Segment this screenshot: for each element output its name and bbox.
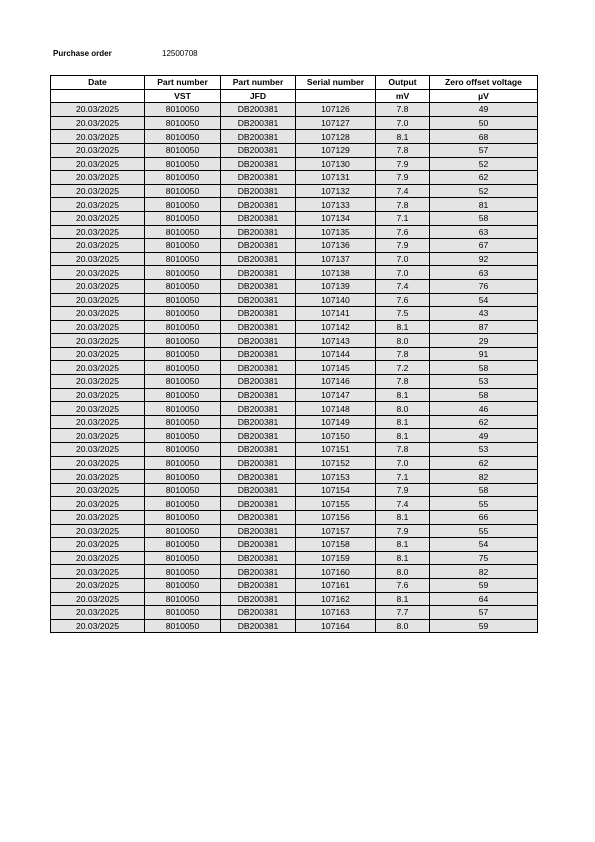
part-number-vst-cell: 8010050 (145, 497, 221, 511)
part-number-jfd-cell: DB200381 (221, 551, 296, 565)
column-header-part-number-vst: Part number (145, 76, 221, 90)
part-number-jfd-cell: DB200381 (221, 429, 296, 443)
table-row (51, 470, 538, 484)
table-row (51, 279, 538, 293)
table-row (51, 456, 538, 470)
part-number-vst-cell: 8010050 (145, 334, 221, 348)
date-cell: 20.03/2025 (51, 116, 145, 130)
zero-offset-cell: 53 (430, 375, 538, 389)
table-row (51, 347, 538, 361)
table-row (51, 402, 538, 416)
output-cell: 7.0 (376, 116, 430, 130)
part-number-jfd-cell: DB200381 (221, 565, 296, 579)
date-cell: 20.03/2025 (51, 443, 145, 457)
serial-number-cell: 107135 (296, 225, 376, 239)
output-cell: 7.0 (376, 266, 430, 280)
table-row (51, 293, 538, 307)
part-number-vst-cell: 8010050 (145, 565, 221, 579)
output-cell: 7.8 (376, 375, 430, 389)
date-cell: 20.03/2025 (51, 456, 145, 470)
part-number-vst-cell: 8010050 (145, 592, 221, 606)
date-cell: 20.03/2025 (51, 184, 145, 198)
table-row (51, 171, 538, 185)
date-cell: 20.03/2025 (51, 606, 145, 620)
part-number-vst-cell: 8010050 (145, 171, 221, 185)
serial-number-cell: 107134 (296, 211, 376, 225)
serial-number-cell: 107155 (296, 497, 376, 511)
part-number-jfd-cell: DB200381 (221, 225, 296, 239)
date-cell: 20.03/2025 (51, 592, 145, 606)
serial-number-cell: 107145 (296, 361, 376, 375)
part-number-vst-cell: 8010050 (145, 347, 221, 361)
serial-number-cell: 107153 (296, 470, 376, 484)
output-cell: 7.8 (376, 443, 430, 457)
part-number-vst-cell: 8010050 (145, 388, 221, 402)
date-cell: 20.03/2025 (51, 429, 145, 443)
calibration-table (50, 75, 538, 633)
part-number-vst-cell: 8010050 (145, 619, 221, 633)
part-number-vst-cell: 8010050 (145, 198, 221, 212)
serial-number-cell: 107148 (296, 402, 376, 416)
serial-number-cell: 107154 (296, 483, 376, 497)
date-cell: 20.03/2025 (51, 239, 145, 253)
date-cell: 20.03/2025 (51, 388, 145, 402)
zero-offset-cell: 58 (430, 483, 538, 497)
column-subheader-zero-offset-unit: µV (430, 89, 538, 103)
part-number-vst-cell: 8010050 (145, 116, 221, 130)
output-cell: 8.1 (376, 538, 430, 552)
table-row (51, 184, 538, 198)
table-row (51, 320, 538, 334)
part-number-vst-cell: 8010050 (145, 375, 221, 389)
part-number-jfd-cell: DB200381 (221, 538, 296, 552)
part-number-jfd-cell: DB200381 (221, 334, 296, 348)
output-cell: 8.1 (376, 320, 430, 334)
serial-number-cell: 107160 (296, 565, 376, 579)
zero-offset-cell: 58 (430, 361, 538, 375)
part-number-jfd-cell: DB200381 (221, 443, 296, 457)
date-cell: 20.03/2025 (51, 252, 145, 266)
column-header-zero-offset: Zero offset voltage (430, 76, 538, 90)
output-cell: 7.2 (376, 361, 430, 375)
zero-offset-cell: 53 (430, 443, 538, 457)
part-number-jfd-cell: DB200381 (221, 103, 296, 117)
part-number-vst-cell: 8010050 (145, 470, 221, 484)
part-number-vst-cell: 8010050 (145, 293, 221, 307)
date-cell: 20.03/2025 (51, 511, 145, 525)
output-cell: 8.0 (376, 619, 430, 633)
part-number-jfd-cell: DB200381 (221, 375, 296, 389)
date-cell: 20.03/2025 (51, 211, 145, 225)
output-cell: 7.8 (376, 198, 430, 212)
part-number-jfd-cell: DB200381 (221, 347, 296, 361)
date-cell: 20.03/2025 (51, 334, 145, 348)
serial-number-cell: 107163 (296, 606, 376, 620)
part-number-jfd-cell: DB200381 (221, 497, 296, 511)
zero-offset-cell: 82 (430, 565, 538, 579)
table-row (51, 239, 538, 253)
part-number-vst-cell: 8010050 (145, 239, 221, 253)
date-cell: 20.03/2025 (51, 279, 145, 293)
zero-offset-cell: 55 (430, 497, 538, 511)
output-cell: 8.1 (376, 551, 430, 565)
table-header-row (51, 76, 538, 90)
serial-number-cell: 107143 (296, 334, 376, 348)
output-cell: 7.0 (376, 456, 430, 470)
serial-number-cell: 107162 (296, 592, 376, 606)
column-subheader-date (51, 89, 145, 103)
table-row (51, 619, 538, 633)
zero-offset-cell: 62 (430, 171, 538, 185)
serial-number-cell: 107139 (296, 279, 376, 293)
zero-offset-cell: 57 (430, 606, 538, 620)
date-cell: 20.03/2025 (51, 375, 145, 389)
zero-offset-cell: 52 (430, 184, 538, 198)
part-number-jfd-cell: DB200381 (221, 157, 296, 171)
part-number-jfd-cell: DB200381 (221, 307, 296, 321)
purchase-order-label: Purchase order (53, 49, 112, 58)
table-row (51, 307, 538, 321)
serial-number-cell: 107159 (296, 551, 376, 565)
date-cell: 20.03/2025 (51, 402, 145, 416)
serial-number-cell: 107141 (296, 307, 376, 321)
output-cell: 8.0 (376, 402, 430, 416)
date-cell: 20.03/2025 (51, 470, 145, 484)
part-number-jfd-cell: DB200381 (221, 184, 296, 198)
serial-number-cell: 107137 (296, 252, 376, 266)
date-cell: 20.03/2025 (51, 198, 145, 212)
table-row (51, 130, 538, 144)
output-cell: 7.6 (376, 225, 430, 239)
serial-number-cell: 107146 (296, 375, 376, 389)
serial-number-cell: 107127 (296, 116, 376, 130)
serial-number-cell: 107129 (296, 143, 376, 157)
serial-number-cell: 107147 (296, 388, 376, 402)
date-cell: 20.03/2025 (51, 415, 145, 429)
table-body (51, 103, 538, 633)
zero-offset-cell: 64 (430, 592, 538, 606)
date-cell: 20.03/2025 (51, 524, 145, 538)
date-cell: 20.03/2025 (51, 361, 145, 375)
serial-number-cell: 107132 (296, 184, 376, 198)
zero-offset-cell: 50 (430, 116, 538, 130)
table-row (51, 578, 538, 592)
column-subheader-jfd: JFD (221, 89, 296, 103)
serial-number-cell: 107140 (296, 293, 376, 307)
zero-offset-cell: 29 (430, 334, 538, 348)
zero-offset-cell: 67 (430, 239, 538, 253)
part-number-vst-cell: 8010050 (145, 456, 221, 470)
zero-offset-cell: 68 (430, 130, 538, 144)
serial-number-cell: 107150 (296, 429, 376, 443)
serial-number-cell: 107152 (296, 456, 376, 470)
serial-number-cell: 107138 (296, 266, 376, 280)
zero-offset-cell: 81 (430, 198, 538, 212)
serial-number-cell: 107133 (296, 198, 376, 212)
part-number-jfd-cell: DB200381 (221, 116, 296, 130)
part-number-jfd-cell: DB200381 (221, 470, 296, 484)
serial-number-cell: 107149 (296, 415, 376, 429)
part-number-vst-cell: 8010050 (145, 443, 221, 457)
zero-offset-cell: 55 (430, 524, 538, 538)
part-number-jfd-cell: DB200381 (221, 524, 296, 538)
table-row (51, 429, 538, 443)
table-row (51, 524, 538, 538)
part-number-jfd-cell: DB200381 (221, 402, 296, 416)
date-cell: 20.03/2025 (51, 551, 145, 565)
zero-offset-cell: 63 (430, 266, 538, 280)
output-cell: 8.1 (376, 429, 430, 443)
serial-number-cell: 107157 (296, 524, 376, 538)
part-number-jfd-cell: DB200381 (221, 606, 296, 620)
part-number-vst-cell: 8010050 (145, 143, 221, 157)
part-number-jfd-cell: DB200381 (221, 592, 296, 606)
part-number-vst-cell: 8010050 (145, 578, 221, 592)
part-number-jfd-cell: DB200381 (221, 266, 296, 280)
part-number-jfd-cell: DB200381 (221, 143, 296, 157)
column-header-serial-number: Serial number (296, 76, 376, 90)
date-cell: 20.03/2025 (51, 619, 145, 633)
table-row (51, 252, 538, 266)
zero-offset-cell: 57 (430, 143, 538, 157)
part-number-vst-cell: 8010050 (145, 103, 221, 117)
output-cell: 7.9 (376, 157, 430, 171)
part-number-jfd-cell: DB200381 (221, 198, 296, 212)
output-cell: 8.1 (376, 592, 430, 606)
part-number-vst-cell: 8010050 (145, 266, 221, 280)
part-number-jfd-cell: DB200381 (221, 279, 296, 293)
output-cell: 7.6 (376, 293, 430, 307)
date-cell: 20.03/2025 (51, 103, 145, 117)
table-row (51, 334, 538, 348)
part-number-jfd-cell: DB200381 (221, 320, 296, 334)
zero-offset-cell: 46 (430, 402, 538, 416)
column-header-date: Date (51, 76, 145, 90)
part-number-vst-cell: 8010050 (145, 483, 221, 497)
date-cell: 20.03/2025 (51, 565, 145, 579)
date-cell: 20.03/2025 (51, 157, 145, 171)
part-number-vst-cell: 8010050 (145, 538, 221, 552)
zero-offset-cell: 62 (430, 456, 538, 470)
serial-number-cell: 107156 (296, 511, 376, 525)
table-row (51, 538, 538, 552)
zero-offset-cell: 62 (430, 415, 538, 429)
part-number-vst-cell: 8010050 (145, 511, 221, 525)
zero-offset-cell: 52 (430, 157, 538, 171)
output-cell: 8.1 (376, 130, 430, 144)
output-cell: 8.0 (376, 334, 430, 348)
part-number-vst-cell: 8010050 (145, 320, 221, 334)
zero-offset-cell: 49 (430, 429, 538, 443)
zero-offset-cell: 58 (430, 388, 538, 402)
serial-number-cell: 107128 (296, 130, 376, 144)
zero-offset-cell: 58 (430, 211, 538, 225)
part-number-jfd-cell: DB200381 (221, 619, 296, 633)
column-header-part-number-jfd: Part number (221, 76, 296, 90)
zero-offset-cell: 63 (430, 225, 538, 239)
date-cell: 20.03/2025 (51, 171, 145, 185)
output-cell: 7.4 (376, 497, 430, 511)
table-row (51, 415, 538, 429)
table-row (51, 211, 538, 225)
serial-number-cell: 107151 (296, 443, 376, 457)
serial-number-cell: 107131 (296, 171, 376, 185)
table-row (51, 157, 538, 171)
output-cell: 8.1 (376, 511, 430, 525)
output-cell: 7.7 (376, 606, 430, 620)
part-number-vst-cell: 8010050 (145, 524, 221, 538)
part-number-vst-cell: 8010050 (145, 279, 221, 293)
output-cell: 8.1 (376, 415, 430, 429)
table-row (51, 103, 538, 117)
zero-offset-cell: 59 (430, 619, 538, 633)
zero-offset-cell: 54 (430, 293, 538, 307)
column-subheader-vst: VST (145, 89, 221, 103)
part-number-vst-cell: 8010050 (145, 415, 221, 429)
part-number-jfd-cell: DB200381 (221, 361, 296, 375)
output-cell: 7.8 (376, 347, 430, 361)
part-number-jfd-cell: DB200381 (221, 252, 296, 266)
table-row (51, 388, 538, 402)
output-cell: 7.9 (376, 524, 430, 538)
output-cell: 7.6 (376, 578, 430, 592)
part-number-jfd-cell: DB200381 (221, 211, 296, 225)
table-row (51, 483, 538, 497)
part-number-vst-cell: 8010050 (145, 429, 221, 443)
date-cell: 20.03/2025 (51, 483, 145, 497)
output-cell: 7.9 (376, 171, 430, 185)
date-cell: 20.03/2025 (51, 347, 145, 361)
purchase-order-number: 12500708 (162, 49, 198, 58)
serial-number-cell: 107142 (296, 320, 376, 334)
output-cell: 7.9 (376, 483, 430, 497)
zero-offset-cell: 92 (430, 252, 538, 266)
zero-offset-cell: 82 (430, 470, 538, 484)
column-subheader-serial (296, 89, 376, 103)
output-cell: 7.4 (376, 279, 430, 293)
output-cell: 7.4 (376, 184, 430, 198)
table-row (51, 266, 538, 280)
output-cell: 7.8 (376, 143, 430, 157)
table-subheader-row (51, 89, 538, 103)
part-number-vst-cell: 8010050 (145, 184, 221, 198)
table-row (51, 497, 538, 511)
column-header-output: Output (376, 76, 430, 90)
serial-number-cell: 107158 (296, 538, 376, 552)
date-cell: 20.03/2025 (51, 225, 145, 239)
part-number-vst-cell: 8010050 (145, 361, 221, 375)
output-cell: 7.1 (376, 470, 430, 484)
date-cell: 20.03/2025 (51, 497, 145, 511)
serial-number-cell: 107126 (296, 103, 376, 117)
output-cell: 7.8 (376, 103, 430, 117)
table-row (51, 592, 538, 606)
part-number-jfd-cell: DB200381 (221, 239, 296, 253)
table-row (51, 225, 538, 239)
part-number-jfd-cell: DB200381 (221, 483, 296, 497)
part-number-vst-cell: 8010050 (145, 211, 221, 225)
table-row (51, 116, 538, 130)
part-number-jfd-cell: DB200381 (221, 388, 296, 402)
table-row (51, 511, 538, 525)
zero-offset-cell: 91 (430, 347, 538, 361)
part-number-vst-cell: 8010050 (145, 130, 221, 144)
table-row (51, 443, 538, 457)
zero-offset-cell: 75 (430, 551, 538, 565)
date-cell: 20.03/2025 (51, 307, 145, 321)
output-cell: 7.1 (376, 211, 430, 225)
output-cell: 7.9 (376, 239, 430, 253)
output-cell: 7.0 (376, 252, 430, 266)
zero-offset-cell: 66 (430, 511, 538, 525)
date-cell: 20.03/2025 (51, 538, 145, 552)
output-cell: 7.5 (376, 307, 430, 321)
zero-offset-cell: 43 (430, 307, 538, 321)
part-number-vst-cell: 8010050 (145, 157, 221, 171)
serial-number-cell: 107136 (296, 239, 376, 253)
zero-offset-cell: 49 (430, 103, 538, 117)
part-number-jfd-cell: DB200381 (221, 456, 296, 470)
table-row (51, 606, 538, 620)
part-number-vst-cell: 8010050 (145, 402, 221, 416)
part-number-jfd-cell: DB200381 (221, 293, 296, 307)
date-cell: 20.03/2025 (51, 266, 145, 280)
output-cell: 8.0 (376, 565, 430, 579)
date-cell: 20.03/2025 (51, 578, 145, 592)
serial-number-cell: 107161 (296, 578, 376, 592)
zero-offset-cell: 54 (430, 538, 538, 552)
column-subheader-output-unit: mV (376, 89, 430, 103)
part-number-vst-cell: 8010050 (145, 551, 221, 565)
table-row (51, 375, 538, 389)
part-number-jfd-cell: DB200381 (221, 578, 296, 592)
zero-offset-cell: 87 (430, 320, 538, 334)
date-cell: 20.03/2025 (51, 130, 145, 144)
part-number-jfd-cell: DB200381 (221, 511, 296, 525)
part-number-vst-cell: 8010050 (145, 606, 221, 620)
date-cell: 20.03/2025 (51, 293, 145, 307)
date-cell: 20.03/2025 (51, 320, 145, 334)
serial-number-cell: 107164 (296, 619, 376, 633)
table-row (51, 551, 538, 565)
part-number-jfd-cell: DB200381 (221, 415, 296, 429)
serial-number-cell: 107130 (296, 157, 376, 171)
zero-offset-cell: 59 (430, 578, 538, 592)
table-row (51, 198, 538, 212)
date-cell: 20.03/2025 (51, 143, 145, 157)
table-row (51, 361, 538, 375)
part-number-vst-cell: 8010050 (145, 307, 221, 321)
table-row (51, 565, 538, 579)
zero-offset-cell: 76 (430, 279, 538, 293)
part-number-jfd-cell: DB200381 (221, 130, 296, 144)
part-number-vst-cell: 8010050 (145, 225, 221, 239)
part-number-vst-cell: 8010050 (145, 252, 221, 266)
table-row (51, 143, 538, 157)
part-number-jfd-cell: DB200381 (221, 171, 296, 185)
output-cell: 8.1 (376, 388, 430, 402)
serial-number-cell: 107144 (296, 347, 376, 361)
